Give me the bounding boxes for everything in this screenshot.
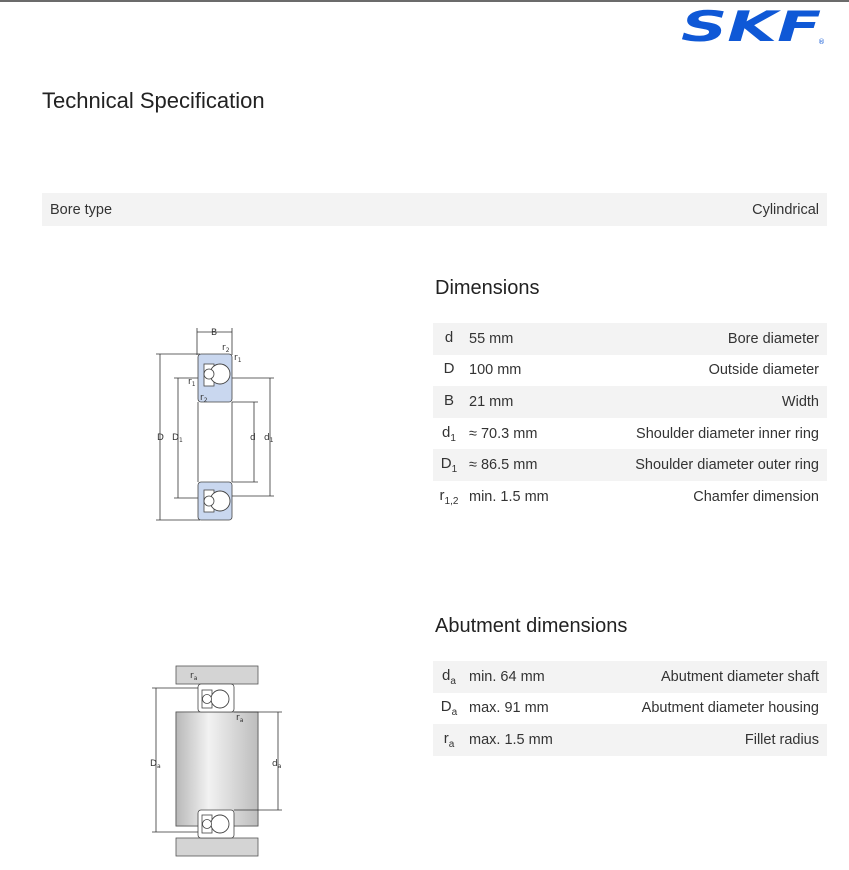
row-value: ≈ 86.5 mm: [469, 457, 538, 474]
bore-type-value: Cylindrical: [752, 201, 819, 218]
abutment-title: Abutment dimensions: [435, 615, 628, 637]
page-title: Technical Specification: [42, 88, 265, 113]
row-description: Abutment diameter shaft: [661, 668, 819, 685]
row-symbol: B: [443, 391, 454, 409]
row-description: Shoulder diameter inner ring: [636, 425, 819, 442]
label-D: D: [157, 433, 164, 443]
row-value: max. 1.5 mm: [469, 731, 553, 748]
dimensions-title: Dimensions: [435, 277, 540, 299]
row-value: max. 91 mm: [469, 700, 549, 717]
label-D1: $D_1$: [172, 433, 183, 444]
row-symbol: D: [443, 360, 455, 378]
table-row: [433, 693, 827, 725]
table-row: [433, 418, 827, 450]
dimensions-table: [433, 323, 827, 513]
skf-logo: [681, 6, 827, 46]
row-symbol: $D_a$: [440, 698, 458, 719]
row-description: Shoulder diameter outer ring: [635, 457, 819, 474]
table-row: [433, 323, 827, 355]
row-description: Chamfer dimension: [693, 488, 819, 505]
row-symbol: $d_1$: [442, 423, 456, 444]
label-Da: $D_a$: [150, 759, 161, 770]
row-value: min. 1.5 mm: [469, 488, 549, 505]
label-r1-left: $r_1$: [188, 377, 196, 388]
top-border-line: [0, 0, 849, 2]
table-row: [433, 386, 827, 418]
svg-text:®: ®: [818, 38, 825, 46]
row-description: Width: [781, 393, 819, 410]
skf-logo-text: SKF: [681, 6, 822, 46]
table-row: [433, 449, 827, 481]
row-description: Outside diameter: [708, 362, 819, 379]
row-description: Fillet radius: [744, 731, 819, 748]
bore-type-row: [42, 193, 827, 226]
bore-type-label: Bore type: [50, 201, 113, 218]
label-r2-top: $r_2$: [222, 343, 230, 354]
label-ra-mid: $r_a$: [236, 713, 244, 724]
row-symbol: $d_a$: [442, 666, 456, 687]
label-B: B: [211, 328, 218, 338]
row-symbol: d: [444, 328, 454, 346]
row-symbol: $D_1$: [440, 455, 458, 476]
abutment-table: [433, 661, 827, 756]
bearing-cross-section-drawing: [140, 320, 300, 530]
row-description: Bore diameter: [727, 330, 819, 347]
table-row: [433, 661, 827, 693]
label-d: d: [250, 433, 256, 443]
table-row: [433, 481, 827, 513]
label-r2-left: $r_2$: [200, 393, 208, 404]
table-row: [433, 724, 827, 756]
table-row: [433, 355, 827, 387]
row-value: ≈ 70.3 mm: [469, 425, 538, 442]
row-value: 100 mm: [469, 362, 522, 379]
label-ra-top: $r_a$: [190, 671, 198, 682]
row-description: Abutment diameter housing: [641, 700, 819, 717]
row-value: 55 mm: [469, 330, 514, 347]
abutment-drawing: [140, 660, 300, 865]
row-symbol: $r_{1,2}$: [439, 486, 459, 507]
label-d1: $d_1$: [264, 433, 274, 444]
row-symbol: $r_a$: [443, 729, 455, 750]
row-value: min. 64 mm: [469, 668, 545, 685]
row-value: 21 mm: [469, 393, 514, 410]
label-da: $d_a$: [272, 759, 282, 770]
label-r1-top: $r_1$: [234, 353, 242, 364]
